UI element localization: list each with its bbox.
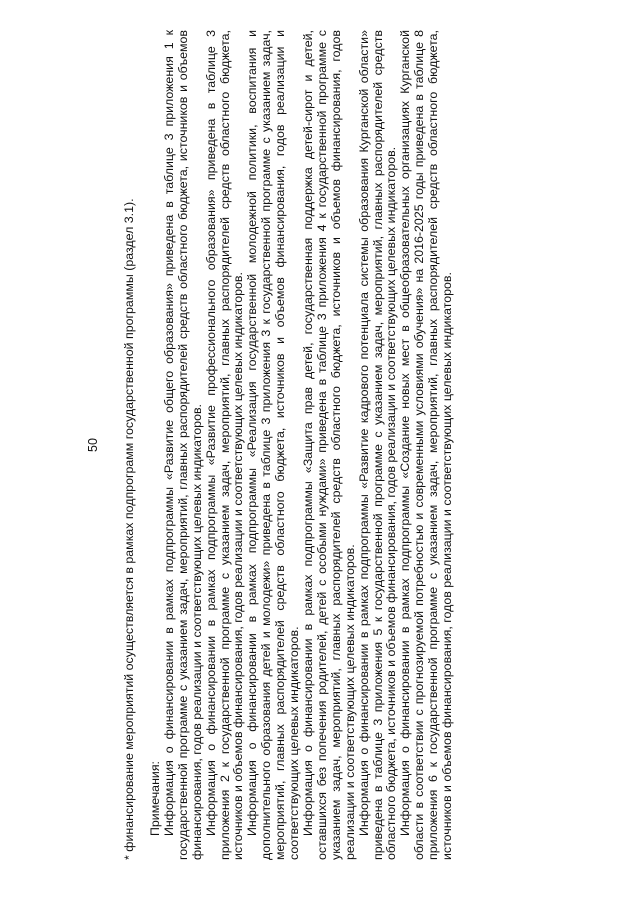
note-paragraph: Информация о финансировании в рамках подпрограммы «Реализация государственной молодежной политики, воспитания и дополнительного образования детей и молодежи» приведена в таблице 3 приложения 3 к государственной программе с указанием задач, мероприятий, главных распорядителей средств областного бюджета, источников и объемов финансирования, годов реализации и соответствующих целевых индикаторов. — [245, 30, 302, 860]
rotated-content — [86, 30, 556, 860]
note-paragraph: Информация о финансировании в рамках подпрограммы «Развитие общего образования» приведена в таблице 3 приложения 1 к государственной программе с указанием задач, мероприятий, главных распорядителей средств областного бюджета, источников и объемов финансирования, годов реализации и соответствующих целевых индикаторов. — [161, 30, 204, 860]
note-paragraph: Информация о финансировании в рамках подпрограммы «Защита прав детей, государственная поддержка детей-сирот и детей, оставшихся без попечения родителей, детей с особыми нуждами» приведена в таблице 3 приложения 4 к государственной программе с указанием задач, мероприятий, главных распорядителей средств областного бюджета, источников и объемов финансирования, годов реализации и соответствующих целевых индикаторов. — [300, 30, 357, 860]
note-paragraph: Информация о финансировании в рамках подпрограммы «Развитие кадрового потенциала системы образования Курганской области» приведена в таблице 3 приложения 5 к государственной программе с указанием задач, мероприятий, главных распорядителей средств областного бюджета, источников и объемов финансирования, годов реализации и соответствующих целевых индикаторов. — [356, 30, 399, 860]
note-paragraph: Информация о финансировании в рамках подпрограммы «Создание новых мест в общеобразовательных организациях Курганской области в соответствии с прогнозируемой потребностью и современными условиями обучения» на 2016-2025 годы приведена в таблице 8 приложения 6 к государственной программе с указанием задач, мероприятий, главных распорядителей средств областного бюджета, источников и объемов финансирования, годов реализации и соответствующих целевых индикаторов. — [398, 30, 455, 860]
page-number: 50 — [86, 438, 100, 452]
note-paragraph: Информация о финансировании в рамках подпрограммы «Развитие профессионального образования» приведена в таблице 3 приложения 2 к государственной программе с указанием задач, мероприятий, главных распорядителей средств областного бюджета, источников и объемов финансирования, годов реализации и соответствующих целевых индикаторов. — [203, 30, 246, 860]
notes-section — [149, 30, 455, 860]
notes-heading: Примечания: — [148, 761, 162, 836]
footnote: * финансирование мероприятий осуществляется в рамках подпрограмм государственной программы (раздел 3.1). — [122, 198, 136, 860]
